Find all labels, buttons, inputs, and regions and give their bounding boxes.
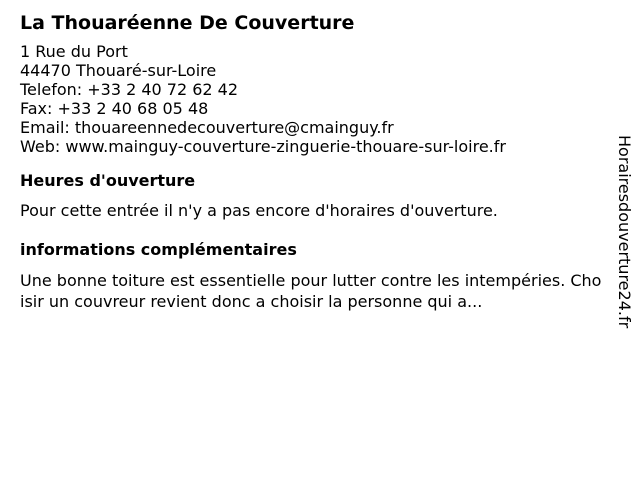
opening-hours-heading: Heures d'ouverture [20, 171, 196, 190]
fax-number: Fax: +33 2 40 68 05 48 [20, 99, 209, 118]
phone-number: Telefon: +33 2 40 72 62 42 [20, 80, 239, 99]
business-name: La Thouaréenne De Couverture [20, 12, 355, 34]
site-brand-label: Horairesdouverture24.fr [615, 135, 634, 329]
business-card [20, 10, 605, 312]
email-address: Email: thouareennedecouverture@cmainguy.fr [20, 118, 394, 137]
address-block [20, 42, 605, 156]
street-address: 1 Rue du Port [20, 42, 128, 61]
city-address: 44470 Thouaré-sur-Loire [20, 61, 217, 80]
opening-hours-text: Pour cette entrée il n'y a pas encore d'horaires d'ouverture. [20, 201, 498, 220]
additional-info-heading: informations complémentaires [20, 240, 297, 259]
additional-info-text: Une bonne toiture est essentielle pour lutter contre les intempéries. Choisir un couvreur revient donc a choisir la personne qui a... [20, 271, 602, 311]
website-address: Web: www.mainguy-couverture-zinguerie-thouare-sur-loire.fr [20, 137, 506, 156]
